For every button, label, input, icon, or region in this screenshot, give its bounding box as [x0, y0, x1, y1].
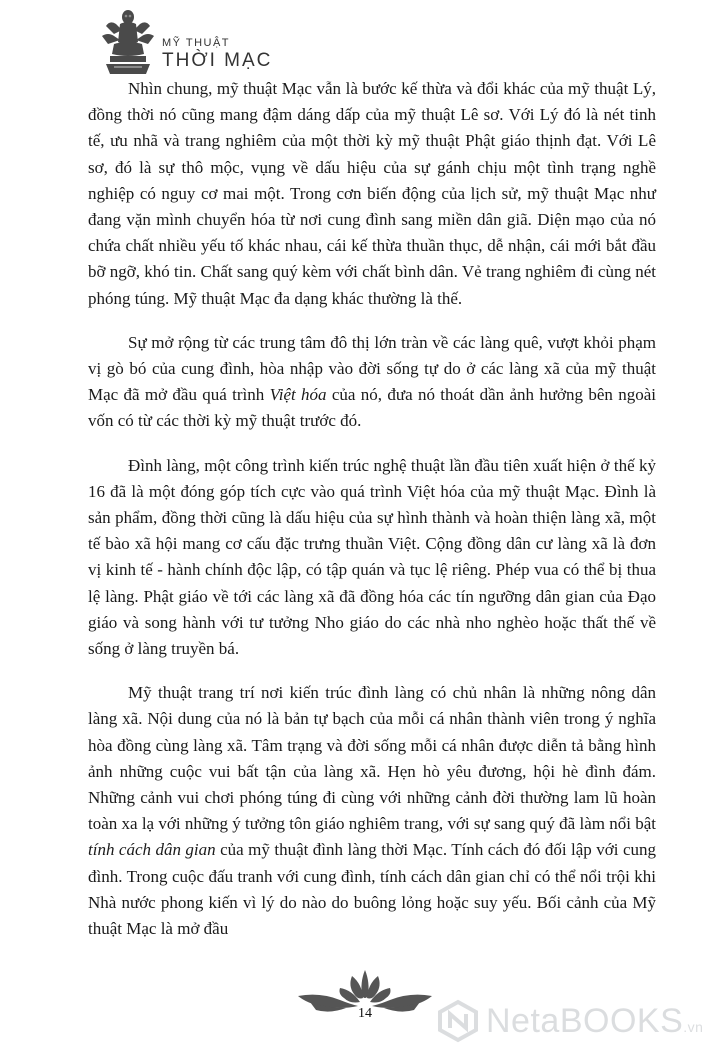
book-title-line2: THỜI MẠC — [162, 50, 273, 71]
watermark-brand: NetaBOOKS.vn — [486, 1002, 703, 1040]
page-number: 14 — [358, 1006, 372, 1021]
watermark — [428, 996, 703, 1046]
paragraph-2: Sự mở rộng từ các trung tâm đô thị lớn tràn về các làng quê, vượt khỏi phạm vị gò bó của cung đình, hòa nhập vào đời sống tự do ở các làng xã của mỹ thuật Mạc đã mở đầu quá trình Việt hóa của nó, đưa nó thoát dần ảnh hưởng bên ngoài vốn có từ các thời kỳ mỹ thuật trước đó. — [88, 332, 656, 431]
paragraph-4: Mỹ thuật trang trí nơi kiến trúc đình làng có chủ nhân là những nông dân làng xã. Nội dung của nó là bản tự bạch của mỗi cá nhân thành viên trong ý nghĩa hòa đồng cùng làng xã. Tâm trạng và đời sống mỗi cá nhân được diễn tả bằng hình ảnh những cuộc vui bất tận của làng xã. Hẹn hò yêu đương, hội hè đình đám. Những cảnh vui chơi phóng túng đi cùng với những cảnh đời thường lam lũ hoàn toàn xa lạ với những ý tưởng tôn giáo nghiêm trang, với sự sang quý đã làm nổi bật tính cách dân gian của mỹ thuật đình làng thời Mạc. Tính cách đó đối lập với cung đình. Trong cuộc đấu tranh với cung đình, tính cách dân gian chỉ có thể nổi trội khi Nhà nước phong kiến vì lý do nào do buông lỏng hoặc suy yếu. Bối cảnh của Mỹ thuật Mạc là mở đầu — [88, 683, 656, 939]
emphasis-tinh-cach-dan-gian: tính cách dân gian — [88, 840, 216, 860]
book-title — [162, 36, 272, 72]
paragraph-1: Nhìn chung, mỹ thuật Mạc vẫn là bước kế thừa và đổi khác của mỹ thuật Lý, đồng thời nó cũng mang đậm dáng dấp của mỹ thuật Lê sơ. Với Lý đó là nét tinh tế, ưu nhã và trang nghiêm của một thời kỳ mỹ thuật Phật giáo thịnh đạt. Với Lê sơ, đó là sự thô mộc, vụng về dấu hiệu của sự gánh chịu một tình trạng nghề nghiệp có nguy cơ mai một. Trong cơn biến động của lịch sử, mỹ thuật Mạc như đang vặn mình chuyển hóa từ nơi cung đình sang miền dân giã. Diện mạo của nó chứa chất nhiều yếu tố khác nhau, cái kế thừa thuần thục, dễ nhận, cái mới bắt đầu bỡ ngỡ, khó tin. Chất sang quý kèm với chất bình dân. Vẻ trang nghiêm đi cùng nét phóng túng. Mỹ thuật Mạc đa dạng khác thường là thế. — [88, 79, 656, 308]
paragraph-3: Đình làng, một công trình kiến trúc nghệ thuật lần đầu tiên xuất hiện ở thế kỷ 16 đã là một đóng góp tích cực vào quá trình Việt hóa của mỹ thuật Mạc. Đình là sản phẩm, đồng thời cũng là dấu hiệu của sự hình thành và hoàn thiện làng xã, một tế bào xã hội mang cơ cấu đặc trưng thuần Việt. Cộng đồng dân cư làng xã là đơn vị kinh tế - hành chính độc lập, có tập quán và tục lệ riêng. Phép vua có thể bị thua lệ làng. Phật giáo về tới các làng xã đã đồng hóa các tín ngưỡng dân gian của Đạo giáo và song hành với tư tưởng Nho giáo do các nhà nho nghèo hoặc thất thế về sống ở làng truyền bá. — [88, 455, 656, 659]
body-text — [88, 76, 656, 960]
buddha-statue-icon — [100, 8, 156, 76]
book-title-line1: MỸ THUẬT — [162, 37, 231, 49]
emphasis-viet-hoa: Việt hóa — [269, 385, 327, 405]
netabooks-logo-icon — [436, 998, 480, 1044]
